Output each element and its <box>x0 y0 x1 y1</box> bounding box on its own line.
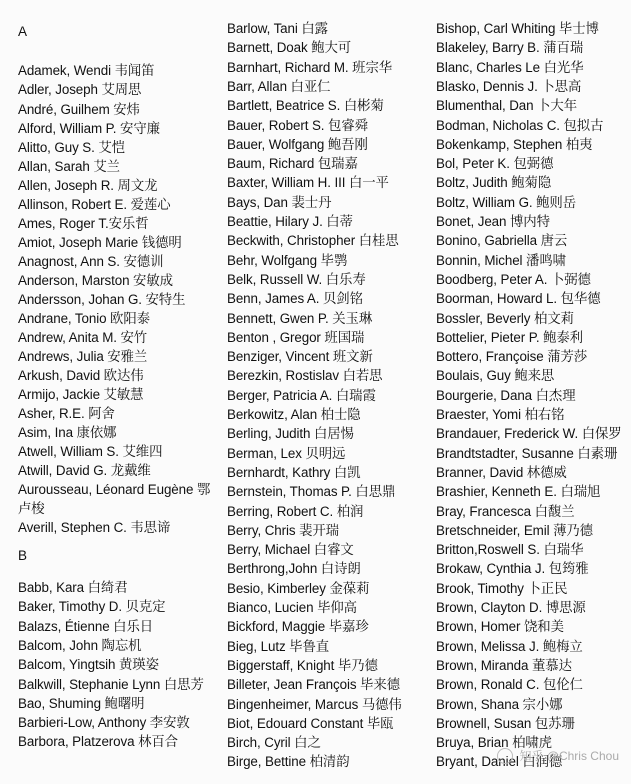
name-entry: Biggerstaff, Knight 毕乃德 <box>227 658 378 673</box>
name-entry: Benziger, Vincent 班文新 <box>227 349 373 364</box>
camera-icon <box>497 748 513 764</box>
name-entry: Blanc, Charles Le 白光华 <box>436 60 584 75</box>
name-entry: Biot, Edouard Constant 毕瓯 <box>227 716 394 731</box>
name-entry: Arkush, David 欧达伟 <box>18 368 144 383</box>
name-entry: Beckwith, Christopher 白桂思 <box>227 233 399 248</box>
name-entry: Berman, Lex 贝明远 <box>227 446 346 461</box>
name-entry: Brandtstadter, Susanne 白素珊 <box>436 446 618 461</box>
name-entry: Allan, Sarah 艾兰 <box>18 159 120 174</box>
name-entry: Ames, Roger T.安乐哲 <box>18 216 149 231</box>
name-entry: Brown, Melissa J. 鲍梅立 <box>436 639 583 654</box>
name-entry: Barnett, Doak 鲍大可 <box>227 40 352 55</box>
name-entry: Baum, Richard 包瑞嘉 <box>227 156 358 171</box>
name-entry: Besio, Kimberley 金葆莉 <box>227 581 370 596</box>
name-entry: Babb, Kara 白绮君 <box>18 580 128 595</box>
name-entry: Berry, Chris 裴开瑞 <box>227 523 339 538</box>
watermark-text: 知乎 @Chris Chou <box>519 749 619 763</box>
name-entry: Boulais, Guy 鲍来思 <box>436 368 555 383</box>
name-entry: Bourgerie, Dana 白杰理 <box>436 388 576 403</box>
name-entry: Barr, Allan 白亚仁 <box>227 79 331 94</box>
name-entry: Blumenthal, Dan 卜大年 <box>436 98 577 113</box>
name-entry: Barbora, Platzerova 林百合 <box>18 734 178 749</box>
name-entry: Alitto, Guy S. 艾恺 <box>18 140 125 155</box>
name-entry: Adamek, Wendi 韦闻笛 <box>18 63 155 78</box>
name-entry: Asim, Ina 康依娜 <box>18 425 117 440</box>
name-entry: Berezkin, Rostislav 白若思 <box>227 368 383 383</box>
name-entry: Bernhardt, Kathry 白凯 <box>227 465 361 480</box>
section-heading: B <box>18 548 27 563</box>
name-entry: Bennett, Gwen P. 关玉琳 <box>227 311 373 326</box>
name-entry: Bodman, Nicholas C. 包拟古 <box>436 118 604 133</box>
name-entry: Brokaw, Cynthia J. 包筠雅 <box>436 561 589 576</box>
name-entry: Boorman, Howard L. 包华德 <box>436 291 601 306</box>
name-entry: Bryant, Daniel 白润德 <box>436 754 563 769</box>
name-entry: Atwill, David G. 龙戴维 <box>18 463 151 478</box>
name-entry: Aurousseau, Léonard Eugène 鄂卢梭 <box>18 482 211 516</box>
name-entry: Brown, Homer 饶和美 <box>436 619 564 634</box>
name-entry: Adler, Joseph 艾周思 <box>18 82 142 97</box>
name-entry: André, Guilhem 安炜 <box>18 102 140 117</box>
name-entry: Bruya, Brian 柏啸虎 <box>436 735 552 750</box>
name-entry: Bianco, Lucien 毕仰高 <box>227 600 357 615</box>
name-entry: Blakeley, Barry B. 蒲百瑞 <box>436 40 584 55</box>
name-entry: Barbieri-Low, Anthony 李安敦 <box>18 715 190 730</box>
name-entry: Berring, Robert C. 柏润 <box>227 504 364 519</box>
name-entry: Barlow, Tani 白露 <box>227 21 328 36</box>
name-entry: Bonino, Gabriella 唐云 <box>436 233 568 248</box>
name-entry: Braester, Yomi 柏右铭 <box>436 407 565 422</box>
name-entry: Bao, Shuming 鲍曙明 <box>18 696 145 711</box>
name-entry: Allinson, Robert E. 爱莲心 <box>18 197 171 212</box>
name-entry: Birch, Cyril 白之 <box>227 735 321 750</box>
name-entry: Bishop, Carl Whiting 毕士博 <box>436 21 599 36</box>
name-entry: Allen, Joseph R. 周文龙 <box>18 178 158 193</box>
name-entry: Brook, Timothy 卜正民 <box>436 581 568 596</box>
name-entry: Bauer, Robert S. 包睿舜 <box>227 118 368 133</box>
name-entry: Benn, James A. 贝剑铭 <box>227 291 363 306</box>
name-entry: Bokenkamp, Stephen 柏夷 <box>436 137 593 152</box>
name-entry: Bieg, Lutz 毕鲁直 <box>227 639 330 654</box>
name-entry: Balcom, John 陶忘机 <box>18 638 142 653</box>
section-heading: A <box>18 24 27 39</box>
name-entry: Brown, Ronald C. 包伦仁 <box>436 677 583 692</box>
name-entry: Belk, Russell W. 白乐寿 <box>227 272 366 287</box>
name-entry: Alford, William P. 安守廉 <box>18 121 160 136</box>
name-entry: Bray, Francesca 白馥兰 <box>436 504 575 519</box>
name-entry: Blasko, Dennis J. 卜思高 <box>436 79 582 94</box>
name-entry: Berry, Michael 白睿文 <box>227 542 354 557</box>
name-entry: Bol, Peter K. 包弼德 <box>436 156 554 171</box>
name-entry: Brashier, Kenneth E. 白瑞旭 <box>436 484 601 499</box>
name-entry: Armijo, Jackie 艾敏慧 <box>18 387 144 402</box>
name-entry: Anagnost, Ann S. 安德训 <box>18 254 164 269</box>
name-entry: Balkwill, Stephanie Lynn 白思芳 <box>18 677 204 692</box>
watermark <box>497 747 619 764</box>
name-entry: Brown, Miranda 董慕达 <box>436 658 572 673</box>
name-entry: Bays, Dan 裴士丹 <box>227 195 332 210</box>
name-entry: Bauer, Wolfgang 鲍吾刚 <box>227 137 368 152</box>
name-entry: Balazs, Étienne 白乐日 <box>18 619 154 634</box>
name-entry: Balcom, Yingtsih 黄瑛姿 <box>18 657 159 672</box>
name-entry: Brandauer, Frederick W. 白保罗 <box>436 426 622 441</box>
name-entry: Billeter, Jean François 毕来德 <box>227 677 400 692</box>
name-entry: Berger, Patricia A. 白瑞霞 <box>227 388 376 403</box>
name-entry: Baxter, William H. III 白一平 <box>227 175 389 190</box>
name-entry: Berthrong,John 白诗朗 <box>227 561 361 576</box>
name-entry: Bickford, Maggie 毕嘉珍 <box>227 619 369 634</box>
name-entry: Beattie, Hilary J. 白蒂 <box>227 214 353 229</box>
name-entry: Averill, Stephen C. 韦思谛 <box>18 520 171 535</box>
name-entry: Berkowitz, Alan 柏士隐 <box>227 407 361 422</box>
name-entry: Bonnin, Michel 潘鸣啸 <box>436 253 566 268</box>
name-entry: Andrane, Tonio 欧阳泰 <box>18 311 150 326</box>
name-entry: Bartlett, Beatrice S. 白彬菊 <box>227 98 384 113</box>
name-entry: Boltz, William G. 鲍则岳 <box>436 195 576 210</box>
name-entry: Birge, Bettine 柏清韵 <box>227 754 350 769</box>
name-entry: Amiot, Joseph Marie 钱德明 <box>18 235 182 250</box>
name-entry: Atwell, William S. 艾维四 <box>18 444 163 459</box>
name-entry: Asher, R.E. 阿舍 <box>18 406 115 421</box>
name-entry: Brownell, Susan 包苏珊 <box>436 716 575 731</box>
name-entry: Brown, Shana 宗小娜 <box>436 697 563 712</box>
name-entry: Brown, Clayton D. 博思源 <box>436 600 586 615</box>
name-entry: Andrew, Anita M. 安竹 <box>18 330 148 345</box>
name-entry: Britton,Roswell S. 白瑞华 <box>436 542 584 557</box>
name-entry: Bonet, Jean 博内特 <box>436 214 550 229</box>
name-entry: Berling, Judith 白居惕 <box>227 426 354 441</box>
name-entry: Bottero, Françoise 蒲芳莎 <box>436 349 588 364</box>
name-entry: Anderson, Marston 安敏成 <box>18 273 173 288</box>
name-entry: Benton , Gregor 班国瑞 <box>227 330 365 345</box>
name-entry: Branner, David 林德威 <box>436 465 567 480</box>
name-entry: Bottelier, Pieter P. 鲍泰利 <box>436 330 583 345</box>
name-entry: Andrews, Julia 安雅兰 <box>18 349 148 364</box>
name-entry: Bernstein, Thomas P. 白思鼎 <box>227 484 396 499</box>
name-entry: Boltz, Judith 鲍菊隐 <box>436 175 552 190</box>
name-entry: Behr, Wolfgang 毕鹗 <box>227 253 348 268</box>
name-entry: Andersson, Johan G. 安特生 <box>18 292 186 307</box>
name-entry: Boodberg, Peter A. 卜弼德 <box>436 272 591 287</box>
name-entry: Baker, Timothy D. 贝克定 <box>18 599 166 614</box>
name-entry: Bretschneider, Emil 薄乃德 <box>436 523 593 538</box>
name-entry: Bossler, Beverly 柏文莉 <box>436 311 574 326</box>
name-entry: Bingenheimer, Marcus 马德伟 <box>227 697 402 712</box>
name-entry: Barnhart, Richard M. 班宗华 <box>227 60 393 75</box>
